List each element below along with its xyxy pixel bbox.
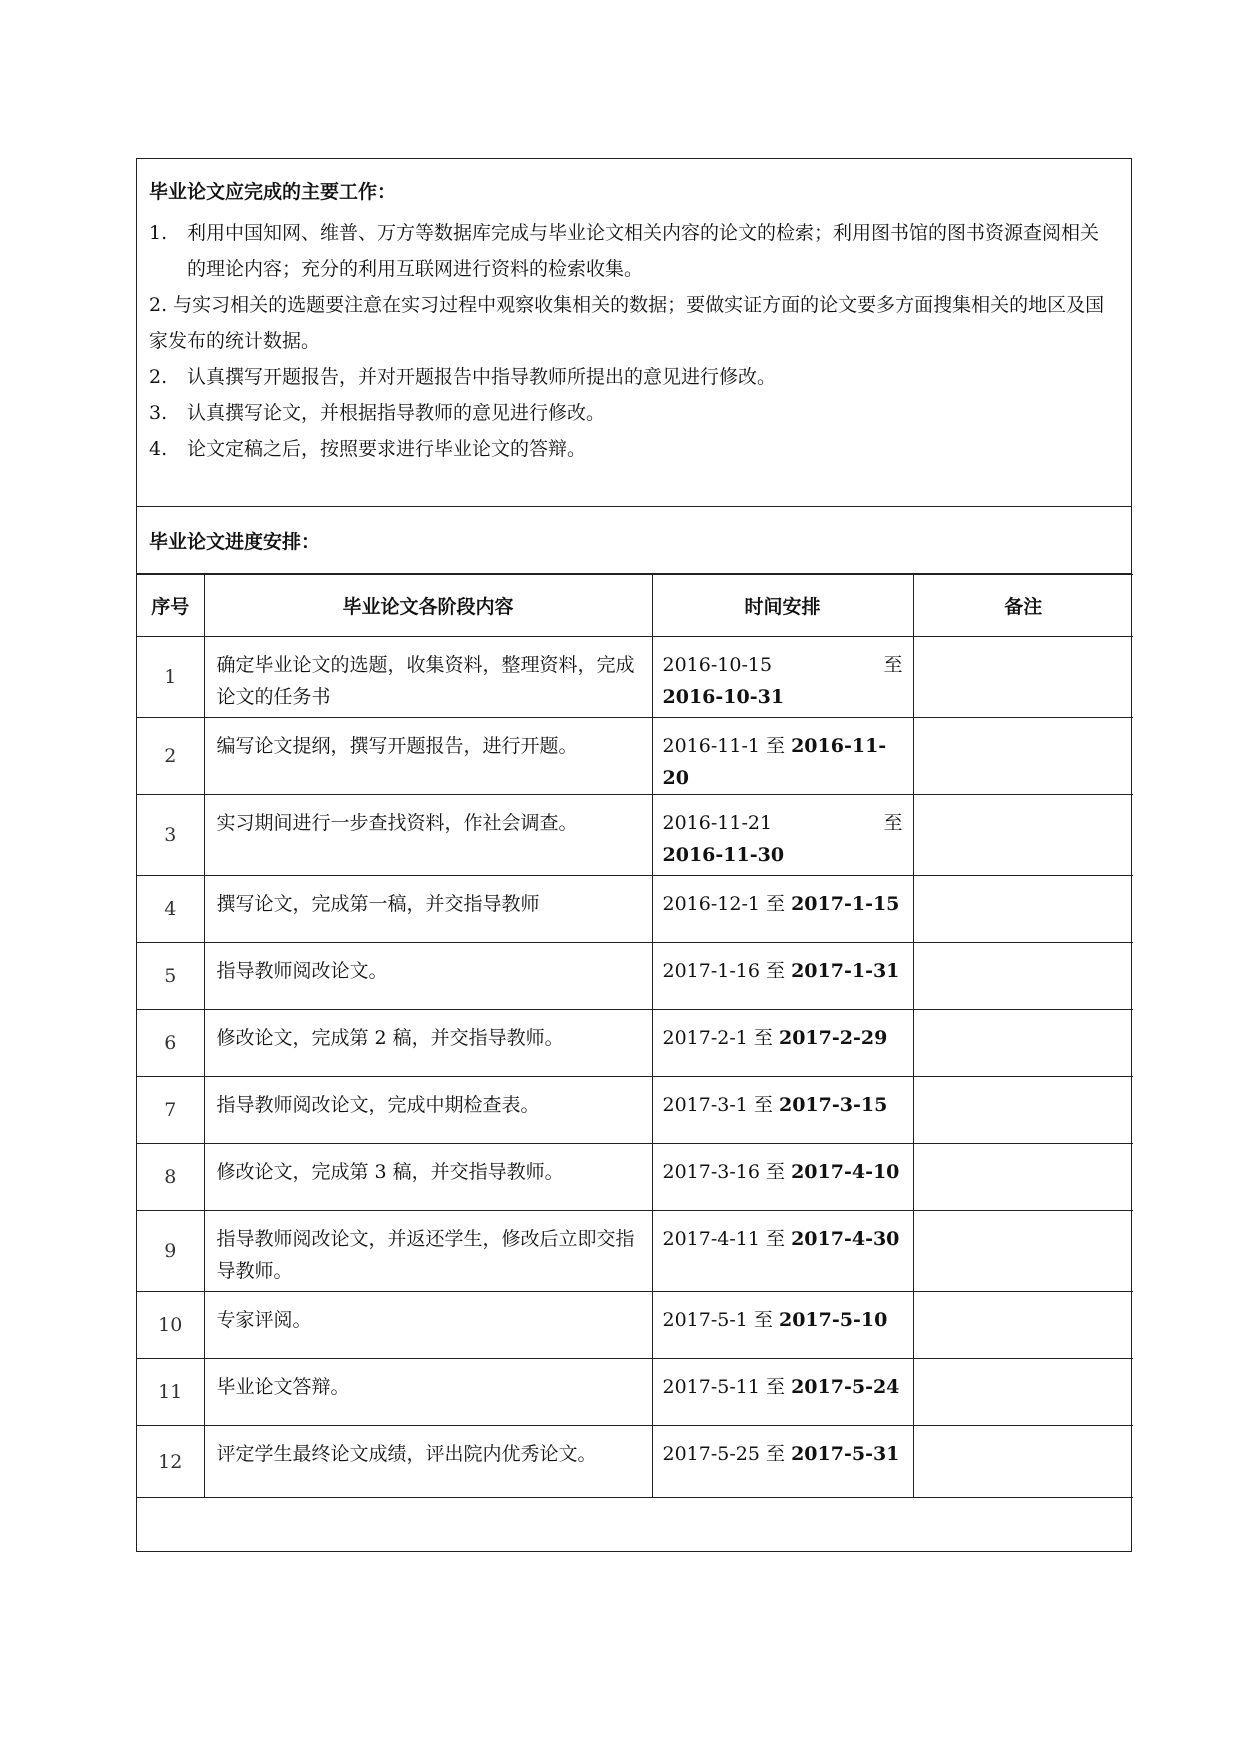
time-start: 2017-3-1 <box>662 1094 748 1116</box>
work-item <box>149 287 1119 359</box>
row-content: 修改论文，完成第 3 稿，并交指导教师。 <box>204 1144 652 1211</box>
time-separator: 至 <box>753 1094 773 1116</box>
row-time <box>652 718 913 795</box>
row-index: 2 <box>137 718 204 795</box>
row-note <box>913 876 1133 943</box>
work-item-text: 认真撰写开题报告，并对开题报告中指导教师所提出的意见进行修改。 <box>187 366 777 388</box>
row-content: 指导教师阅改论文，并返还学生，修改后立即交指导教师。 <box>204 1211 652 1292</box>
row-index: 12 <box>137 1426 204 1498</box>
table-row <box>137 943 1133 1010</box>
row-note <box>913 1144 1133 1211</box>
work-item <box>149 359 1119 395</box>
row-note <box>913 718 1133 795</box>
row-time <box>652 1292 913 1359</box>
row-time <box>652 1359 913 1426</box>
row-content: 实习期间进行一步查找资料，作社会调查。 <box>204 795 652 876</box>
row-index: 10 <box>137 1292 204 1359</box>
time-start: 2017-3-16 <box>662 1161 760 1183</box>
row-content: 编写论文提纲，撰写开题报告，进行开题。 <box>204 718 652 795</box>
table-row <box>137 718 1133 795</box>
time-separator: 至 <box>766 735 786 757</box>
row-note <box>913 1292 1133 1359</box>
table-row <box>137 1010 1133 1077</box>
table-row <box>137 1292 1133 1359</box>
row-content: 评定学生最终论文成绩，评出院内优秀论文。 <box>204 1426 652 1498</box>
table-row <box>137 876 1133 943</box>
time-separator: 至 <box>883 654 903 676</box>
row-note <box>913 795 1133 876</box>
time-start: 2017-5-1 <box>662 1309 748 1331</box>
time-end: 2017-5-24 <box>791 1376 900 1398</box>
row-time <box>652 1010 913 1077</box>
time-end: 2017-1-15 <box>791 893 900 915</box>
row-time <box>652 943 913 1010</box>
work-item <box>149 431 1119 467</box>
row-note <box>913 1077 1133 1144</box>
time-end: 2017-4-30 <box>791 1228 900 1250</box>
table-row <box>137 1359 1133 1426</box>
row-note <box>913 943 1133 1010</box>
row-note <box>913 1010 1133 1077</box>
time-start: 2016-10-15 <box>662 654 773 676</box>
row-index: 3 <box>137 795 204 876</box>
work-item-number: 2. <box>149 366 168 388</box>
time-end: 2017-3-15 <box>778 1094 888 1116</box>
header-content: 毕业论文各阶段内容 <box>204 575 652 637</box>
time-separator: 至 <box>766 1376 786 1398</box>
time-separator: 至 <box>766 960 786 982</box>
row-content: 撰写论文，完成第一稿，并交指导教师 <box>204 876 652 943</box>
row-index: 7 <box>137 1077 204 1144</box>
work-item-number: 1. <box>149 222 168 244</box>
work-item <box>149 215 1119 287</box>
row-index: 9 <box>137 1211 204 1292</box>
table-body <box>137 637 1133 1498</box>
time-end: 2017-5-10 <box>778 1309 888 1331</box>
time-separator: 至 <box>766 1443 786 1465</box>
row-index: 8 <box>137 1144 204 1211</box>
main-work-section <box>137 159 1131 507</box>
table-header-row <box>137 575 1133 637</box>
bottom-empty-row <box>137 1483 1131 1551</box>
header-note: 备注 <box>913 575 1133 637</box>
row-index: 4 <box>137 876 204 943</box>
table-row <box>137 637 1133 718</box>
time-start: 2017-4-11 <box>662 1228 760 1250</box>
work-item <box>149 395 1119 431</box>
header-time: 时间安排 <box>652 575 913 637</box>
time-start: 2016-11-21 <box>662 812 773 834</box>
row-note <box>913 1359 1133 1426</box>
main-work-title: 毕业论文应完成的主要工作： <box>149 181 397 203</box>
time-separator: 至 <box>753 1309 773 1331</box>
row-content: 指导教师阅改论文，完成中期检查表。 <box>204 1077 652 1144</box>
row-time <box>652 876 913 943</box>
time-separator: 至 <box>753 1027 773 1049</box>
time-end: 2017-2-29 <box>778 1027 888 1049</box>
work-item-text: 论文定稿之后，按照要求进行毕业论文的答辩。 <box>187 438 587 460</box>
time-separator: 至 <box>883 812 903 834</box>
row-note <box>913 637 1133 718</box>
work-item-number: 3. <box>149 402 168 424</box>
work-item-text: 2. 与实习相关的选题要注意在实习过程中观察收集相关的数据；要做实证方面的论文要多方面搜集相关的地区及国家发布的统计数据。 <box>149 294 1105 352</box>
table-row <box>137 1144 1133 1211</box>
progress-title: 毕业论文进度安排： <box>149 531 321 553</box>
time-end: 2017-1-31 <box>791 960 900 982</box>
row-index: 6 <box>137 1010 204 1077</box>
time-start: 2017-5-11 <box>662 1376 760 1398</box>
row-index: 11 <box>137 1359 204 1426</box>
work-item-text: 认真撰写论文，并根据指导教师的意见进行修改。 <box>187 402 606 424</box>
time-start: 2017-1-16 <box>662 960 760 982</box>
work-item-number: 4. <box>149 438 168 460</box>
row-index: 1 <box>137 637 204 718</box>
time-end: 2016-11-30 <box>662 844 785 866</box>
time-separator: 至 <box>766 893 786 915</box>
row-content: 确定毕业论文的选题，收集资料，整理资料，完成论文的任务书 <box>204 637 652 718</box>
row-time <box>652 795 913 876</box>
work-item-text: 利用中国知网、维普、万方等数据库完成与毕业论文相关内容的论文的检索；利用图书馆的图书资源查阅相关的理论内容；充分的利用互联网进行资料的检索收集。 <box>187 222 1100 280</box>
progress-table <box>137 574 1133 1498</box>
time-separator: 至 <box>766 1228 786 1250</box>
time-start: 2017-5-25 <box>662 1443 760 1465</box>
time-separator: 至 <box>766 1161 786 1183</box>
row-note <box>913 1211 1133 1292</box>
progress-title-row <box>137 507 1131 574</box>
time-start: 2016-12-1 <box>662 893 760 915</box>
table-row <box>137 1077 1133 1144</box>
time-end: 2016-11-20 <box>662 735 887 789</box>
header-index: 序号 <box>137 575 204 637</box>
row-index: 5 <box>137 943 204 1010</box>
time-end: 2016-10-31 <box>662 686 785 708</box>
time-start: 2017-2-1 <box>662 1027 748 1049</box>
row-content: 指导教师阅改论文。 <box>204 943 652 1010</box>
row-time <box>652 1077 913 1144</box>
row-time <box>652 637 913 718</box>
time-end: 2017-5-31 <box>791 1443 900 1465</box>
time-start: 2016-11-1 <box>662 735 760 757</box>
row-time <box>652 1144 913 1211</box>
row-content: 修改论文，完成第 2 稿，并交指导教师。 <box>204 1010 652 1077</box>
form-frame <box>136 158 1132 1552</box>
row-content: 专家评阅。 <box>204 1292 652 1359</box>
table-row <box>137 795 1133 876</box>
row-content: 毕业论文答辩。 <box>204 1359 652 1426</box>
time-end: 2017-4-10 <box>791 1161 900 1183</box>
table-row <box>137 1211 1133 1292</box>
row-time <box>652 1211 913 1292</box>
